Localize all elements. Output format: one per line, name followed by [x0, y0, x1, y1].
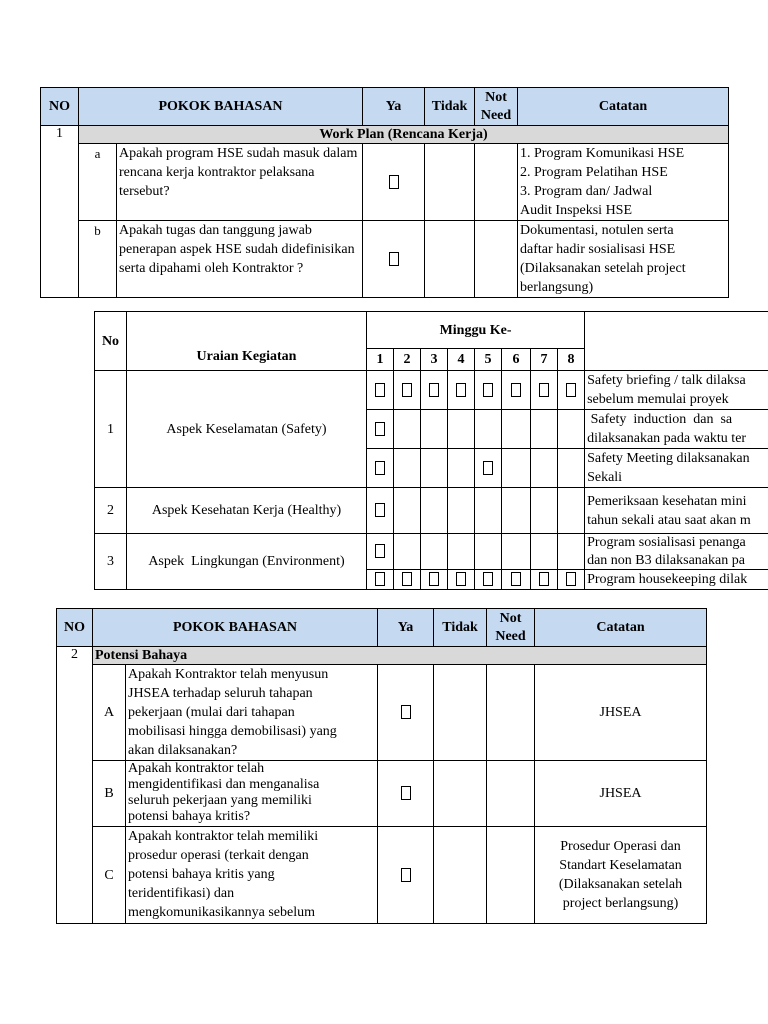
activity-name: Aspek Keselamatan (Safety) — [127, 371, 367, 488]
week-checkbox[interactable] — [367, 570, 394, 590]
question-line: potensi bahaya kritis? — [128, 809, 251, 824]
question-line: Apakah kontraktor telah memiliki — [128, 829, 319, 844]
week-cell[interactable] — [394, 410, 421, 449]
header-minggu-ke: Minggu Ke- — [367, 312, 585, 349]
not-need-cell[interactable] — [475, 221, 518, 298]
checkbox-icon — [483, 383, 493, 397]
header-pokok-bahasan: POKOK BAHASAN — [93, 609, 378, 647]
question-text — [126, 665, 378, 761]
header-uraian-kegiatan: Uraian Kegiatan — [127, 312, 367, 371]
question-text: Apakah tugas dan tanggung jawab penerapan aspek HSE sudah didefinisikan serta dipahami oleh Kontraktor ? — [117, 221, 363, 298]
week-cell[interactable] — [421, 488, 448, 534]
note-line: 2. Program Pelatihan HSE — [520, 165, 668, 180]
not-need-cell[interactable] — [475, 144, 518, 221]
week-cell[interactable] — [448, 410, 475, 449]
question-line: akan dilaksanakan? — [128, 743, 238, 758]
header-pokok-bahasan: POKOK BAHASAN — [79, 88, 363, 126]
week-5: 5 — [475, 349, 502, 371]
note-line: JHSEA — [599, 786, 642, 801]
week-cell[interactable] — [394, 488, 421, 534]
question-line: pekerjaan (mulai dari tahapan — [128, 705, 295, 720]
checkbox-icon — [375, 503, 385, 517]
tidak-cell[interactable] — [434, 827, 487, 924]
work-plan-table — [40, 87, 729, 298]
header-catatan: Catatan — [535, 609, 707, 647]
checkbox-icon — [511, 383, 521, 397]
week-cell[interactable] — [531, 534, 558, 570]
week-checkbox[interactable] — [558, 570, 585, 590]
notes-cell — [585, 410, 768, 449]
week-cell[interactable] — [558, 410, 585, 449]
week-checkbox[interactable] — [394, 371, 421, 410]
checkbox-icon — [375, 461, 385, 475]
week-cell[interactable] — [475, 534, 502, 570]
week-cell[interactable] — [448, 488, 475, 534]
checkbox-icon — [511, 572, 521, 586]
activity-no: 3 — [95, 534, 127, 590]
week-checkbox[interactable] — [531, 371, 558, 410]
activity-name: Aspek Kesehatan Kerja (Healthy) — [127, 488, 367, 534]
notes-cell — [535, 827, 707, 924]
note-line: tahun sekali atau saat akan m — [587, 512, 751, 528]
checkbox-icon — [375, 422, 385, 436]
week-cell[interactable] — [394, 534, 421, 570]
note-line: Safety induction dan sa — [587, 412, 733, 427]
week-6: 6 — [502, 349, 531, 371]
checkbox-icon — [389, 252, 399, 266]
note-line: berlangsung) — [520, 280, 594, 295]
header-ya: Ya — [378, 609, 434, 647]
question-line: Apakah kontraktor telah — [128, 761, 265, 776]
week-checkbox[interactable] — [367, 371, 394, 410]
week-cell[interactable] — [558, 488, 585, 534]
notes-cell — [585, 449, 768, 488]
week-checkbox[interactable] — [475, 570, 502, 590]
week-checkbox[interactable] — [367, 534, 394, 570]
ya-checkbox[interactable] — [363, 144, 425, 221]
week-8: 8 — [558, 349, 585, 371]
section-number: 1 — [41, 126, 79, 298]
checkbox-icon — [401, 868, 411, 882]
note-line: Safety Meeting dilaksanakan — [587, 451, 750, 466]
note-line: (Dilaksanakan setelah project — [520, 261, 686, 276]
week-2: 2 — [394, 349, 421, 371]
note-line: dan non B3 dilaksanakan pa — [587, 553, 745, 568]
tidak-cell[interactable] — [434, 665, 487, 761]
week-checkbox[interactable] — [367, 488, 394, 534]
week-cell[interactable] — [421, 449, 448, 488]
question-line: mengidentifikasi dan menganalisa — [128, 777, 320, 792]
checkbox-icon — [456, 383, 466, 397]
week-checkbox[interactable] — [558, 371, 585, 410]
not-need-cell[interactable] — [487, 665, 535, 761]
notes-cell — [585, 534, 768, 570]
activity-no: 1 — [95, 371, 127, 488]
activity-name: Aspek Lingkungan (Environment) — [127, 534, 367, 590]
question-line: mobilisasi hingga demobilisasi) yang — [128, 724, 337, 739]
section-number: 2 — [57, 647, 93, 924]
week-7: 7 — [531, 349, 558, 371]
row-letter: b — [79, 221, 117, 298]
schedule-table — [94, 311, 768, 590]
week-cell[interactable] — [558, 534, 585, 570]
checkbox-icon — [375, 383, 385, 397]
notes-cell — [585, 570, 768, 590]
question-text: Apakah program HSE sudah masuk dalam rencana kerja kontraktor pelaksana tersebut? — [117, 144, 363, 221]
week-1: 1 — [367, 349, 394, 371]
week-3: 3 — [421, 349, 448, 371]
header-tidak: Tidak — [425, 88, 475, 126]
checkbox-icon — [375, 572, 385, 586]
question-text — [126, 761, 378, 827]
week-checkbox[interactable] — [367, 410, 394, 449]
checkbox-icon — [566, 383, 576, 397]
week-cell[interactable] — [475, 410, 502, 449]
checkbox-icon — [566, 572, 576, 586]
week-cell[interactable] — [531, 449, 558, 488]
notes-cell — [535, 761, 707, 827]
note-line: dilaksanakan pada waktu ter — [587, 431, 747, 446]
row-letter: B — [93, 761, 126, 827]
note-line: Pemeriksaan kesehatan mini — [587, 493, 747, 509]
notes-cell — [535, 665, 707, 761]
checkbox-icon — [456, 572, 466, 586]
section-title: Work Plan (Rencana Kerja) — [79, 126, 729, 144]
week-cell[interactable] — [502, 410, 531, 449]
week-checkbox[interactable] — [448, 371, 475, 410]
header-no: NO — [41, 88, 79, 126]
header-ya: Ya — [363, 88, 425, 126]
tidak-cell[interactable] — [425, 144, 475, 221]
week-cell[interactable] — [558, 449, 585, 488]
section-title: Potensi Bahaya — [93, 647, 707, 665]
week-cell[interactable] — [502, 488, 531, 534]
question-text — [126, 827, 378, 924]
question-line: prosedur operasi (terkait dengan — [128, 848, 309, 863]
note-line: 1. Program Komunikasi HSE — [520, 146, 685, 161]
week-cell[interactable] — [502, 449, 531, 488]
week-checkbox[interactable] — [475, 449, 502, 488]
not-need-cell[interactable] — [487, 827, 535, 924]
note-line: Standart Keselamatan — [559, 858, 682, 873]
checkbox-icon — [401, 786, 411, 800]
checkbox-icon — [375, 544, 385, 558]
not-need-cell[interactable] — [487, 761, 535, 827]
checkbox-icon — [539, 572, 549, 586]
header-no: No — [95, 312, 127, 371]
week-checkbox[interactable] — [502, 371, 531, 410]
question-line: seluruh pekerjaan yang memiliki — [128, 793, 312, 808]
checkbox-icon — [429, 383, 439, 397]
potensi-bahaya-table — [56, 608, 707, 924]
notes-cell — [585, 371, 768, 410]
week-checkbox[interactable] — [421, 371, 448, 410]
checkbox-icon — [402, 383, 412, 397]
note-line: Program sosialisasi penanga — [587, 535, 746, 550]
week-cell[interactable] — [531, 410, 558, 449]
header-not-need: Not Need — [475, 88, 518, 126]
note-line: daftar hadir sosialisasi HSE — [520, 242, 676, 257]
note-line: Program housekeeping dilak — [587, 572, 748, 587]
notes-cell — [585, 488, 768, 534]
header-no: NO — [57, 609, 93, 647]
week-cell[interactable] — [421, 534, 448, 570]
ya-checkbox[interactable] — [378, 827, 434, 924]
question-line: teridentifikasi) dan — [128, 886, 235, 901]
checkbox-icon — [401, 705, 411, 719]
note-line: 3. Program dan/ Jadwal — [520, 184, 653, 199]
week-cell[interactable] — [502, 534, 531, 570]
week-cell[interactable] — [448, 449, 475, 488]
question-line: mengkomunikasikannya sebelum — [128, 905, 316, 920]
ya-checkbox[interactable] — [363, 221, 425, 298]
tidak-cell[interactable] — [425, 221, 475, 298]
note-line: Safety briefing / talk dilaksa — [587, 373, 746, 388]
week-4: 4 — [448, 349, 475, 371]
note-line: Dokumentasi, notulen serta — [520, 223, 674, 238]
week-cell[interactable] — [531, 488, 558, 534]
question-line: JHSEA terhadap seluruh tahapan — [128, 686, 313, 701]
checkbox-icon — [389, 175, 399, 189]
checkbox-icon — [483, 461, 493, 475]
week-cell[interactable] — [421, 410, 448, 449]
notes-cell — [518, 221, 729, 298]
ya-checkbox[interactable] — [378, 761, 434, 827]
tidak-cell[interactable] — [434, 761, 487, 827]
checkbox-icon — [429, 572, 439, 586]
week-checkbox[interactable] — [502, 570, 531, 590]
header-tidak: Tidak — [434, 609, 487, 647]
week-checkbox[interactable] — [475, 371, 502, 410]
week-cell[interactable] — [475, 488, 502, 534]
week-checkbox[interactable] — [421, 570, 448, 590]
week-checkbox[interactable] — [448, 570, 475, 590]
activity-no: 2 — [95, 488, 127, 534]
note-line: Prosedur Operasi dan — [560, 839, 681, 854]
week-cell[interactable] — [394, 449, 421, 488]
week-cell[interactable] — [448, 534, 475, 570]
row-letter: a — [79, 144, 117, 221]
notes-cell — [518, 144, 729, 221]
question-line: potensi bahaya kritis yang — [128, 867, 275, 882]
question-line: Apakah Kontraktor telah menyusun — [128, 667, 329, 682]
header-not-need: Not Need — [487, 609, 535, 647]
week-checkbox[interactable] — [367, 449, 394, 488]
row-letter: A — [93, 665, 126, 761]
ya-checkbox[interactable] — [378, 665, 434, 761]
checkbox-icon — [539, 383, 549, 397]
header-catatan: Catatan — [518, 88, 729, 126]
note-line: project berlangsung) — [562, 896, 679, 911]
week-checkbox[interactable] — [531, 570, 558, 590]
note-line: (Dilaksanakan setelah — [558, 877, 683, 892]
header-blank — [585, 312, 768, 371]
note-line: Sekali — [587, 470, 623, 485]
row-letter: C — [93, 827, 126, 924]
note-line: JHSEA — [599, 705, 642, 720]
checkbox-icon — [483, 572, 493, 586]
checkbox-icon — [402, 572, 412, 586]
week-checkbox[interactable] — [394, 570, 421, 590]
note-line: Audit Inspeksi HSE — [520, 203, 633, 218]
note-line: sebelum memulai proyek — [587, 392, 729, 407]
